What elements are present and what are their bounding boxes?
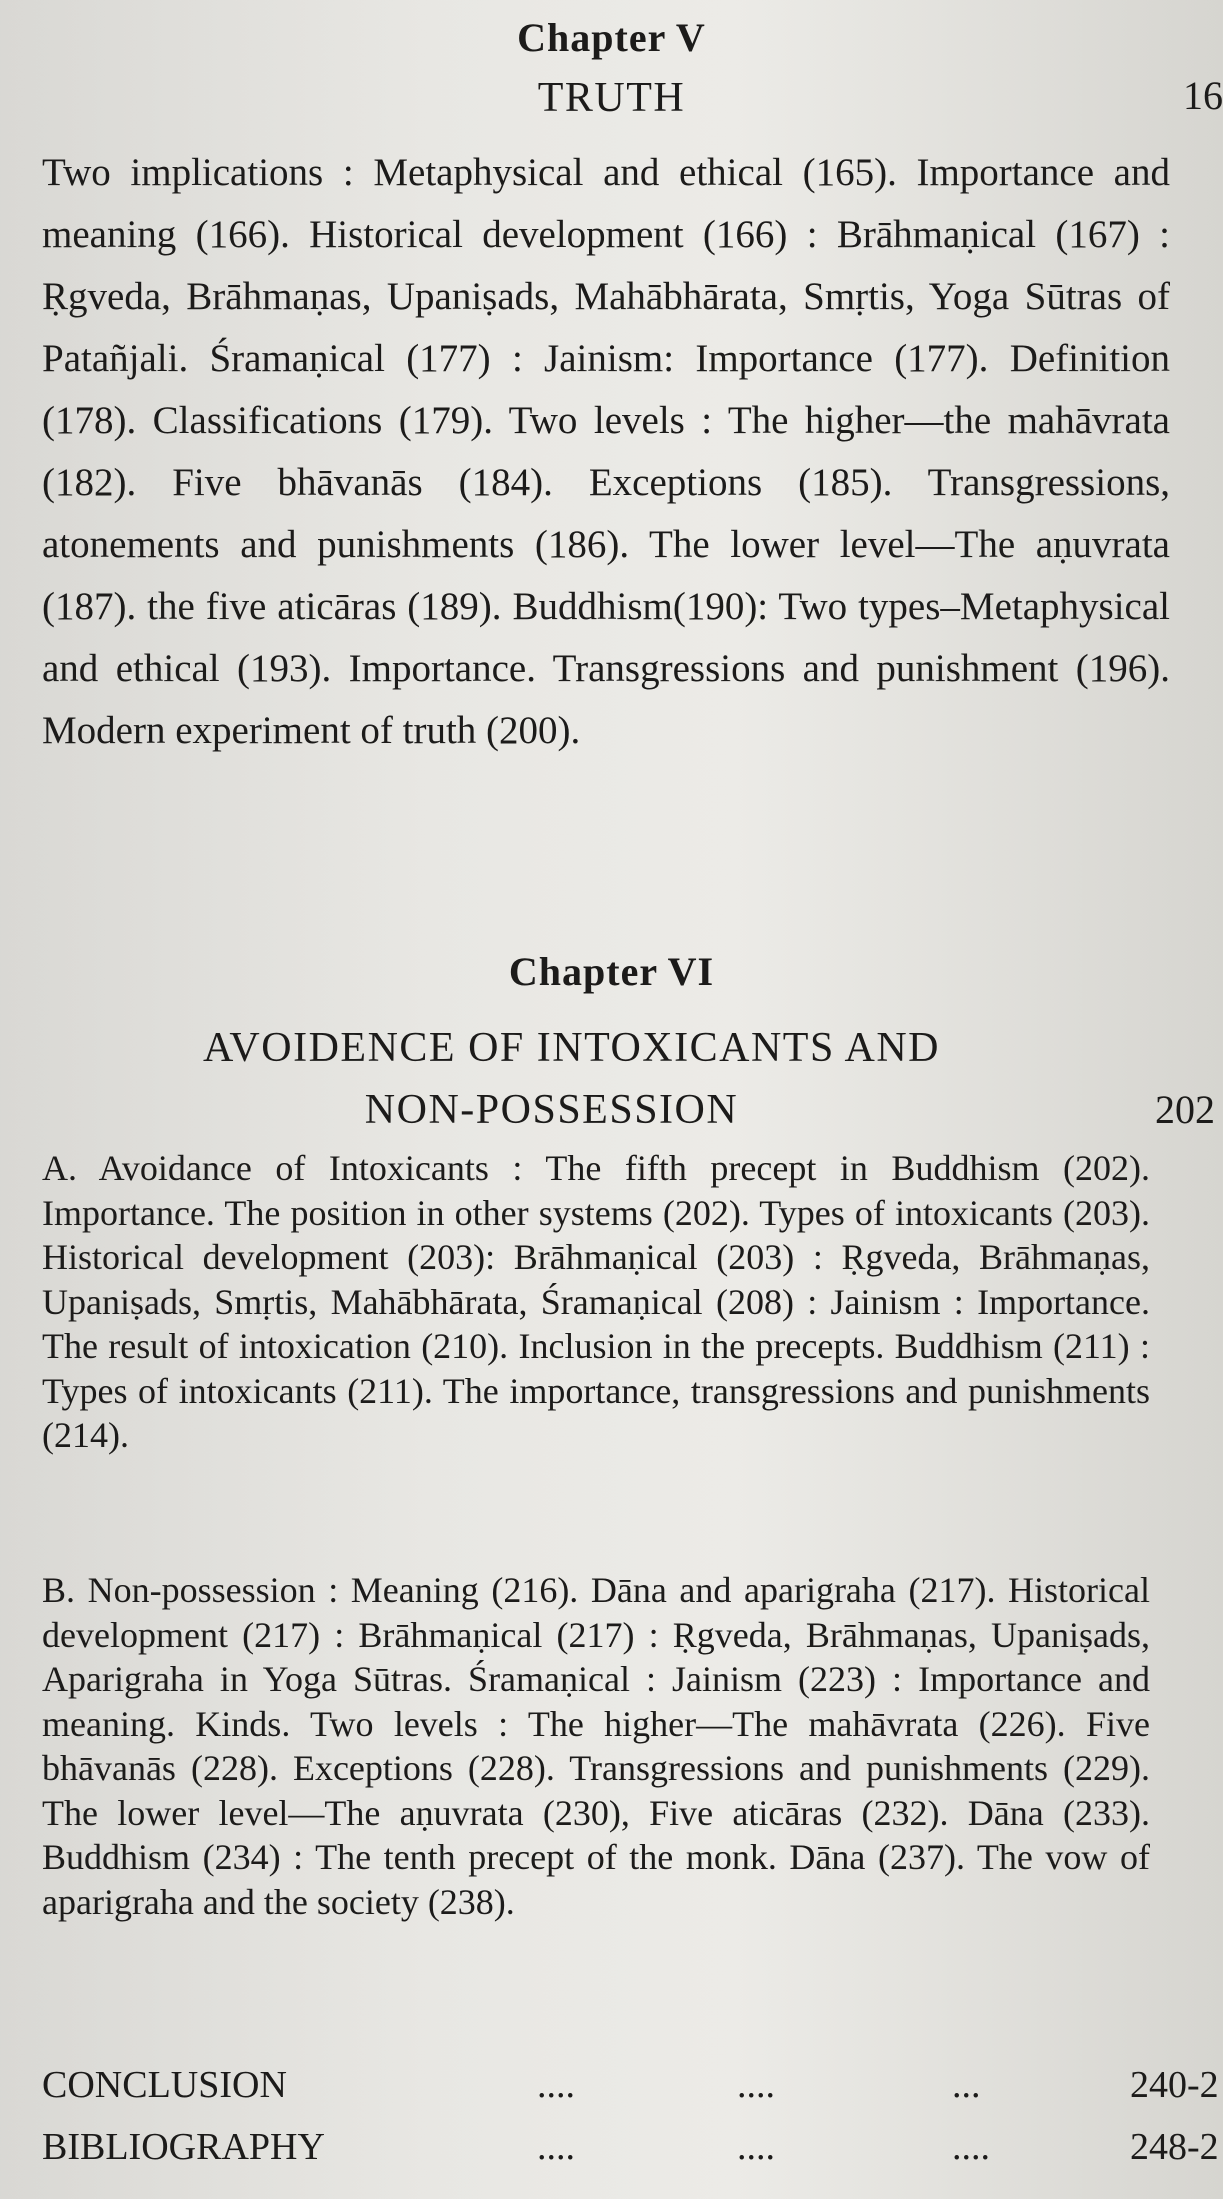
section-b-non-possession: B. Non-possession : Meaning (216). Dāna and aparigraha (217). Historical development (217) : Brāhmaṇical (217) : Ṛgveda, Brāhmaṇas, Upaniṣads, Aparigraha in Yoga Sūtras. Śramaṇical : Jainism (223) : Importance and meaning. Kinds. Two levels : The higher—The mahāvrata (226). Five bhāvanās (228). Exceptions (228). Transgressions and punishments (229). The lower level—The aṇuvrata (230), Five aticāras (232). Dāna (233). Buddhism (234) : The tenth precept of the monk. Dāna (237). The vow of aparigraha and the society (238). <box>42 1570 1150 1922</box>
toc-leader-dots: .... <box>737 2126 775 2168</box>
chapter-5-page-number: 16 <box>1183 73 1223 118</box>
chapter-5-summary: Two implications : Metaphysical and ethical (165). Importance and meaning (166). Historical development (166) : Brāhmaṇical (167) : Ṛgveda, Brāhmaṇas, Upaniṣads, Mahābhārata, Smṛtis, Yoga Sūtras of Patañjali. Śramaṇical (177) : Jainism: Importance (177). Definition (178). Classifications (179). Two levels : The higher—the mahāvrata (182). Five bhāvanās (184). Exceptions (185). Transgressions, atonements and punishments (186). The lower level—The aṇuvrata (187). the five aticāras (189). Buddhism(190): Two types–Metaphysical and ethical (193). Importance. Transgressions and punishment (196). Modern experiment of truth (200). <box>42 151 1170 752</box>
chapter-5-heading: Chapter V <box>517 15 706 60</box>
toc-row-conclusion <box>42 2063 1223 2113</box>
chapter-6-title-line-2: NON-POSSESSION <box>364 1087 739 1133</box>
toc-leader-dots: .... <box>537 2064 575 2106</box>
toc-row-bibliography <box>42 2125 1223 2175</box>
chapter-6-page-number: 202 <box>1155 1087 1215 1132</box>
chapter-6-title-line-1: AVOIDENCE OF INTOXICANTS AND <box>203 1025 940 1071</box>
toc-label: BIBLIOGRAPHY <box>42 2126 325 2168</box>
chapter-6-heading: Chapter VI <box>508 949 715 994</box>
chapter-5-title: TRUTH <box>537 75 686 121</box>
toc-leader-dots: ... <box>952 2064 981 2106</box>
section-a-intoxicants: A. Avoidance of Intoxicants : The fifth precept in Buddhism (202). Importance. The position in other systems (202). Types of intoxicants (203). Historical development (203): Brāhmaṇical (203) : Ṛgveda, Brāhmaṇas, Upaniṣads, Smṛtis, Mahābhārata, Śramaṇical (208) : Jainism : Importance. The result of intoxication (210). Inclusion in the precepts. Buddhism (211) : Types of intoxicants (211). The importance, transgressions and punishments (214). <box>42 1148 1150 1455</box>
toc-leader-dots: .... <box>737 2064 775 2106</box>
toc-page-range: 240-2 <box>1130 2064 1219 2106</box>
toc-leader-dots: .... <box>952 2126 990 2168</box>
toc-page-range: 248-2 <box>1130 2126 1219 2168</box>
toc-label: CONCLUSION <box>42 2064 287 2106</box>
toc-leader-dots: .... <box>537 2126 575 2168</box>
